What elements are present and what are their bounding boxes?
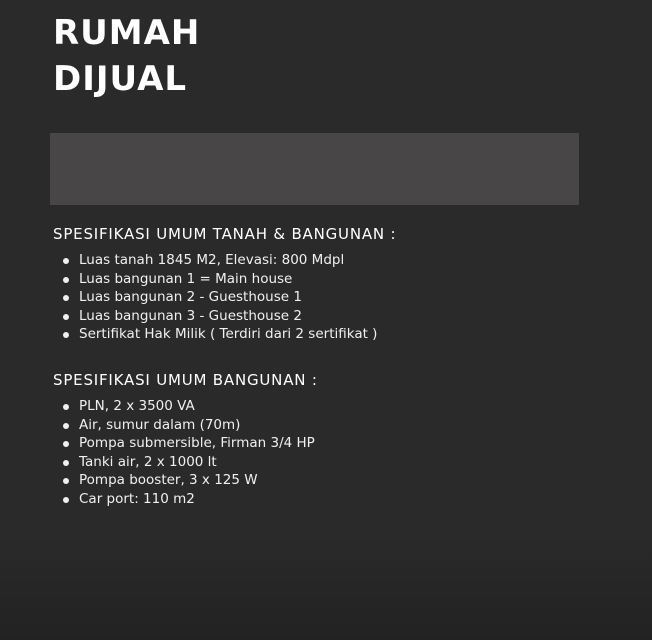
list-item	[63, 453, 318, 472]
bullet-icon	[63, 478, 69, 484]
list-item	[63, 251, 396, 270]
page-title	[53, 10, 200, 102]
land-building-specs	[53, 224, 396, 344]
bullet-icon	[63, 423, 69, 429]
list-item	[63, 325, 396, 344]
list-item	[63, 471, 318, 490]
bullet-icon	[63, 460, 69, 466]
list-item-text: Luas bangunan 3 - Guesthouse 2	[79, 307, 302, 324]
bullet-icon	[63, 295, 69, 301]
bullet-icon	[63, 497, 69, 503]
bullet-icon	[63, 332, 69, 338]
list-item-text: Sertifikat Hak Milik ( Terdiri dari 2 sertifikat )	[79, 326, 378, 342]
list-item-text: Pompa submersible, Firman 3/4 HP	[79, 435, 315, 451]
redacted-box	[50, 133, 579, 205]
list-item-text: Pompa booster, 3 x 125 W	[79, 472, 258, 488]
list-item	[63, 307, 396, 326]
title-line-2: DIJUAL	[53, 59, 188, 99]
land-building-specs-list	[53, 251, 396, 344]
list-item	[63, 416, 318, 435]
building-specs-list	[53, 397, 318, 508]
list-item-text: Car port: 110 m2	[79, 490, 195, 507]
list-item-text: Luas tanah 1845 M2, Elevasi: 800 Mdpl	[79, 252, 345, 268]
bullet-icon	[63, 258, 69, 264]
land-building-specs-heading: SPESIFIKASI UMUM TANAH & BANGUNAN :	[53, 225, 397, 243]
list-item-text: Air, sumur dalam (70m)	[79, 416, 241, 433]
list-item-text: Luas bangunan 2 - Guesthouse 1	[79, 289, 302, 305]
list-item	[63, 397, 318, 416]
bullet-icon	[63, 404, 69, 410]
building-specs	[53, 370, 318, 508]
bullet-icon	[63, 277, 69, 283]
list-item	[63, 434, 318, 453]
bullet-icon	[63, 314, 69, 320]
list-item	[63, 270, 396, 289]
list-item	[63, 288, 396, 307]
list-item-text: Tanki air, 2 x 1000 lt	[79, 453, 217, 470]
building-specs-heading: SPESIFIKASI UMUM BANGUNAN :	[53, 371, 318, 389]
bullet-icon	[63, 441, 69, 447]
title-line-1: RUMAH	[53, 13, 201, 53]
list-item	[63, 490, 318, 509]
bottom-vignette	[0, 530, 652, 640]
list-item-text: PLN, 2 x 3500 VA	[79, 398, 195, 414]
list-item-text: Luas bangunan 1 = Main house	[79, 270, 293, 287]
